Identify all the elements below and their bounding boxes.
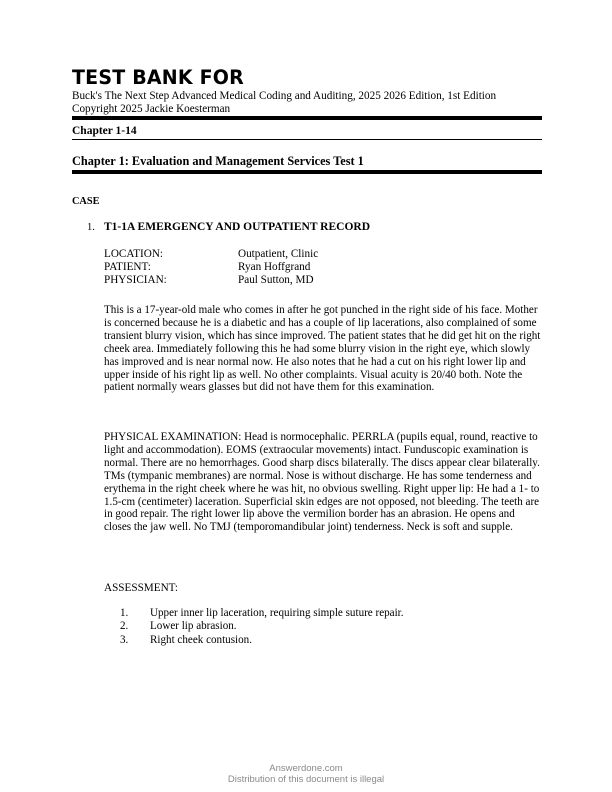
record-row-location (104, 248, 318, 261)
record-row-physician (104, 274, 318, 287)
record-label: PHYSICIAN: (104, 274, 167, 286)
case-label: CASE (72, 196, 100, 207)
record-value: Paul Sutton, MD (238, 274, 314, 286)
header-divider-thick (72, 116, 542, 120)
chapter-title: Chapter 1: Evaluation and Management Services Test 1 (72, 154, 364, 168)
list-item (120, 634, 404, 647)
document-subtitle (72, 90, 542, 115)
record-value: Outpatient, Clinic (238, 248, 319, 260)
list-item-text: Lower lip abrasion. (150, 620, 237, 633)
record-label: LOCATION: (104, 248, 164, 260)
footer-notice: Distribution of this document is illegal (227, 774, 385, 785)
list-item (120, 620, 404, 633)
record-value: Ryan Hoffgrand (238, 261, 311, 273)
list-item (120, 607, 404, 620)
record-details (104, 248, 318, 287)
assessment-label: ASSESSMENT: (104, 582, 179, 594)
list-item-text: Right cheek contusion. (150, 633, 252, 646)
list-item-number: 1. (120, 607, 129, 619)
record-row-patient (104, 261, 318, 274)
chapter-divider (72, 170, 542, 174)
history-paragraph: This is a 17-year-old male who comes in after he got punched in the right side of his face. Mother is concerned because he is a diabetic and has a couple of lip lacerations, also complained of some transient blurry vision, which has since improved. The patient states that he did get hit on the right cheek area. Immediately following this he had some blurry vision in the right eye, which slowly has improved and is near normal now. He also notes that he had a cut on his right lower lip and upper inside of his right lip as well. No other complaints. Visual acuity is 20/40 both. Note the patient normally wears glasses but did not have them for this examination. (104, 304, 541, 394)
copyright-line: Copyright 2025 Jackie Koesterman (72, 102, 231, 115)
list-item-text: Upper inner lip laceration, requiring simple suture repair. (150, 607, 404, 619)
chapter-range: Chapter 1-14 (72, 125, 137, 137)
question-number: 1. (87, 222, 95, 233)
question-title: T1-1A EMERGENCY AND OUTPATIENT RECORD (104, 221, 371, 233)
document-title: TEST BANK FOR (72, 66, 244, 90)
list-item-number: 2. (120, 620, 129, 633)
physical-exam-paragraph: PHYSICAL EXAMINATION: Head is normocephalic. PERRLA (pupils equal, round, reactive to light and accommodation). EOMS (extraocular movements) intact. Funduscopic examination is normal. There are no hemorrhages. Good sharp discs bilaterally. The discs appear clear bilaterally. TMs (tympanic membranes) are normal. Nose is without discharge. He has some tenderness and erythema in the right cheek where he was hit, no obvious swelling. Right upper lip: He had a 1- to 1.5-cm (centimeter) laceration. Superficial skin edges are not opposed, not bleeding. The teeth are in good repair. The right lower lip above the vermilion border has an abrasion. He opens and closes the jaw well. No TMJ (temporomandibular joint) tenderness. Neck is soft and supple. (104, 431, 540, 534)
book-title-line: Buck's The Next Step Advanced Medical Coding and Auditing, 2025 2026 Edition, 1st Edition (72, 90, 497, 102)
list-item-number: 3. (120, 633, 129, 646)
record-label: PATIENT: (104, 261, 151, 273)
footer-site: Answerdone.com (269, 763, 343, 774)
assessment-list (120, 607, 404, 647)
header-divider-thin (72, 139, 542, 140)
